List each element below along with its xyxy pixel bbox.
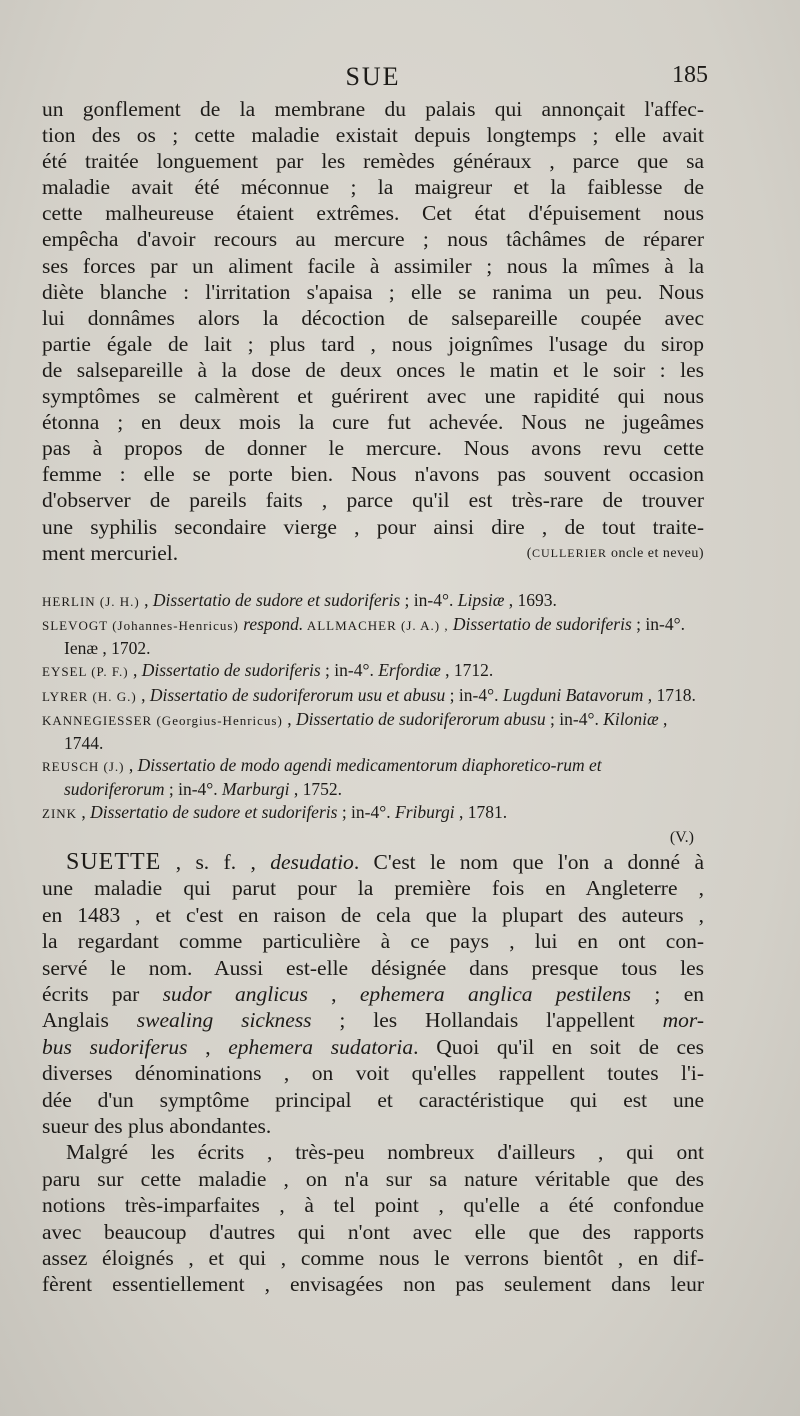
bib-entry xyxy=(42,708,704,754)
bib-entry xyxy=(42,589,704,613)
bib-format: ; in-4°. xyxy=(400,589,458,610)
bib-place: Friburgi xyxy=(395,801,455,822)
text-line: d'observer de pareils faits , parce qu'il est très-rare de trouver xyxy=(42,488,704,513)
text-line xyxy=(42,1034,704,1060)
text-line: assez éloignés , et qui , comme nous le verrons bientôt , en dif- xyxy=(42,1246,704,1271)
bib-format: ; in-4°. xyxy=(545,708,604,729)
bib-author: REUSCH (J.) xyxy=(42,759,125,775)
bib-author: KANNEGIESSER (Georgius-Henricus) xyxy=(42,712,283,728)
bib-year: , 1712. xyxy=(440,660,494,681)
bib-format: ALLMACHER (J. A.) , xyxy=(303,617,453,633)
text-line: ment mercuriel. xyxy=(42,540,179,565)
bib-sep: , xyxy=(136,684,150,705)
bib-author: SLEVOGT (Johannes-Henricus) xyxy=(42,617,239,633)
text-line: une maladie qui parut pour la première fois en Angleterre , xyxy=(42,876,704,901)
bib-year: , 1718. xyxy=(643,684,696,705)
bib-place: Lugduni Batavorum xyxy=(502,684,644,705)
text-line: tion des os ; cette maladie existait depuis longtemps ; elle avait xyxy=(42,123,704,148)
running-title: SUE xyxy=(345,62,401,91)
signature-name: CULLERIER xyxy=(531,545,607,560)
bib-title: respond. xyxy=(243,613,304,634)
latin-term: sudor anglicus xyxy=(162,981,308,1006)
bibliography xyxy=(42,589,704,849)
bib-place: Lipsiæ xyxy=(457,589,505,610)
closing-line xyxy=(42,540,704,567)
bib-sep: , xyxy=(282,708,296,729)
text-fragment: . C'est le nom que l'on a donné à xyxy=(353,849,704,874)
bib-entry xyxy=(42,754,704,800)
bib-title: Dissertatio de modo agendi medicamentorum diaphoretico-rum et sudoriferorum xyxy=(64,755,602,800)
entry-suette xyxy=(42,849,704,1298)
bib-title: Dissertatio de sudoriferorum usu et abusu xyxy=(149,684,446,705)
bib-title: Dissertatio de sudoriferorum abusu xyxy=(295,708,546,729)
bib-author: EYSEL (P. F.) xyxy=(42,664,129,680)
bib-year: , 1752. xyxy=(289,779,342,800)
bib-sep: , xyxy=(139,589,153,610)
running-head xyxy=(42,62,708,96)
text-line: la regardant comme particulière à ce pays , lui en ont con- xyxy=(42,929,704,954)
text-line: en 1483 , et c'est en raison de cela que la plupart des auteurs , xyxy=(42,902,704,927)
text-line: partie égale de lait ; plus tard , nous joignîmes l'usage du sirop xyxy=(42,331,704,356)
text-line: avec beaucoup d'autres qui n'ont avec elle que des rapports xyxy=(42,1219,704,1244)
text-line xyxy=(42,849,704,875)
bib-title: Dissertatio de sudoriferis xyxy=(141,660,321,681)
latin-term: desudatio xyxy=(270,849,354,874)
text-line: Malgré les écrits , très-peu nombreux d'ailleurs , qui ont xyxy=(66,1140,704,1165)
bib-place: Kiloniæ xyxy=(603,708,659,729)
headword: SUETTE xyxy=(66,848,162,875)
text-line: une syphilis secondaire vierge , pour ainsi dire , de tout traite- xyxy=(42,514,704,539)
text-line: fèrent essentiellement , envisagées non pas seulement dans leur xyxy=(42,1272,704,1297)
bib-year: ; in-4°. Ienæ , 1702. xyxy=(64,613,685,659)
text-line: été traitée longuement par les remèdes généraux , parce que sa xyxy=(42,149,704,174)
bib-format: ; in-4°. xyxy=(337,801,395,822)
bib-sep: , xyxy=(77,801,91,822)
page-number: 185 xyxy=(672,62,708,88)
text-line: lui donnâmes alors la décoction de salsepareille coupée avec xyxy=(42,305,704,330)
text-line: dée d'un symptôme principal et caractéristique qui est une xyxy=(42,1087,704,1112)
bib-title: Dissertatio de sudore et sudoriferis xyxy=(152,589,401,610)
text-line: étonna ; en deux mois la cure fut achevée. Nous ne jugeâmes xyxy=(42,410,704,435)
signature-rest: oncle et neveu xyxy=(610,545,699,561)
bib-initials: (V.) xyxy=(669,828,694,846)
text-line xyxy=(42,1007,704,1033)
bib-format: ; in-4°. xyxy=(164,779,223,800)
text-line: empêcha d'avoir recours au mercure ; nous tâchâmes de réparer xyxy=(42,227,704,252)
bib-sep: , xyxy=(128,660,142,681)
bib-format: ; in-4°. xyxy=(320,660,379,681)
text-fragment: ; les Hollandais l'appellent xyxy=(311,1008,663,1033)
text-line: ses forces par un aliment facile à assimiler ; nous la mîmes à la xyxy=(42,253,704,278)
text-line xyxy=(42,981,704,1007)
text-line: notions très-imparfaites , à tel point , qu'elle a été confondue xyxy=(42,1193,704,1218)
text-line: de salsepareille à la dose de deux onces le matin et le soir : les xyxy=(42,357,704,382)
latin-term: mor- xyxy=(662,1008,704,1033)
author-signature: (CULLERIER oncle et neveu) xyxy=(526,545,704,561)
text-line: pas à propos de donner le mercure. Nous avons revu cette xyxy=(42,436,704,461)
bib-entry xyxy=(42,684,704,708)
text-line: maladie avait été méconnue ; la maigreur et la faiblesse de xyxy=(42,175,704,200)
latin-term: ephemera anglica pestilens xyxy=(359,981,632,1006)
text-line: cette malheureuse étaient extrêmes. Cet état d'épuisement nous xyxy=(42,201,704,226)
bib-year: , 1781. xyxy=(454,801,508,822)
bib-entry xyxy=(42,659,704,683)
text-fragment: . Quoi qu'il en soit de ces xyxy=(413,1034,705,1059)
bib-author: HERLIN (J. H.) xyxy=(42,593,140,609)
latin-term: bus sudoriferus xyxy=(42,1034,188,1059)
text-fragment: Anglais xyxy=(42,1008,137,1033)
bib-place: Marburgi xyxy=(222,779,290,800)
bib-entry xyxy=(42,613,704,659)
bib-format: ; in-4°. xyxy=(445,684,503,705)
bib-author: LYRER (H. G.) xyxy=(42,688,137,704)
text-fragment: écrits par xyxy=(42,981,163,1006)
bib-sep: , xyxy=(124,755,138,776)
text-fragment: ; en xyxy=(631,981,704,1006)
text-line: paru sur cette maladie , on n'a sur sa nature véritable que des xyxy=(42,1166,704,1191)
text-fragment: , xyxy=(187,1034,229,1059)
bib-entry xyxy=(42,801,704,825)
text-line: sueur des plus abondantes. xyxy=(42,1113,272,1138)
bib-place: Erfordiæ xyxy=(378,660,441,681)
text-line: un gonflement de la membrane du palais qui annonçait l'affec- xyxy=(42,97,704,121)
case-paragraph xyxy=(42,96,704,567)
text-line: diverses dénominations , on voit qu'elles rappellent toutes l'i- xyxy=(42,1061,704,1086)
english-term: swealing sickness xyxy=(136,1008,312,1033)
grammar-note: , s. f. , xyxy=(161,849,271,874)
text-fragment: , xyxy=(307,981,360,1006)
text-line: femme : elle se porte bien. Nous n'avons pas souvent occasion xyxy=(42,462,704,487)
bib-year: , 1693. xyxy=(504,589,557,610)
text-line: diète blanche : l'irritation s'apaisa ; elle se ranima un peu. Nous xyxy=(42,279,704,304)
bib-title: Dissertatio de sudore et sudoriferis xyxy=(90,801,338,822)
bib-place: Dissertatio de sudoriferis xyxy=(452,613,632,634)
bib-author: ZINK xyxy=(42,805,78,821)
text-line: symptômes se calmèrent et guérirent avec une rapidité qui nous xyxy=(42,384,704,409)
latin-term: ephemera sudatoria xyxy=(228,1034,414,1059)
bib-year: , 1744. xyxy=(64,708,668,753)
text-line: servé le nom. Aussi est-elle désignée dans presque tous les xyxy=(42,955,704,980)
